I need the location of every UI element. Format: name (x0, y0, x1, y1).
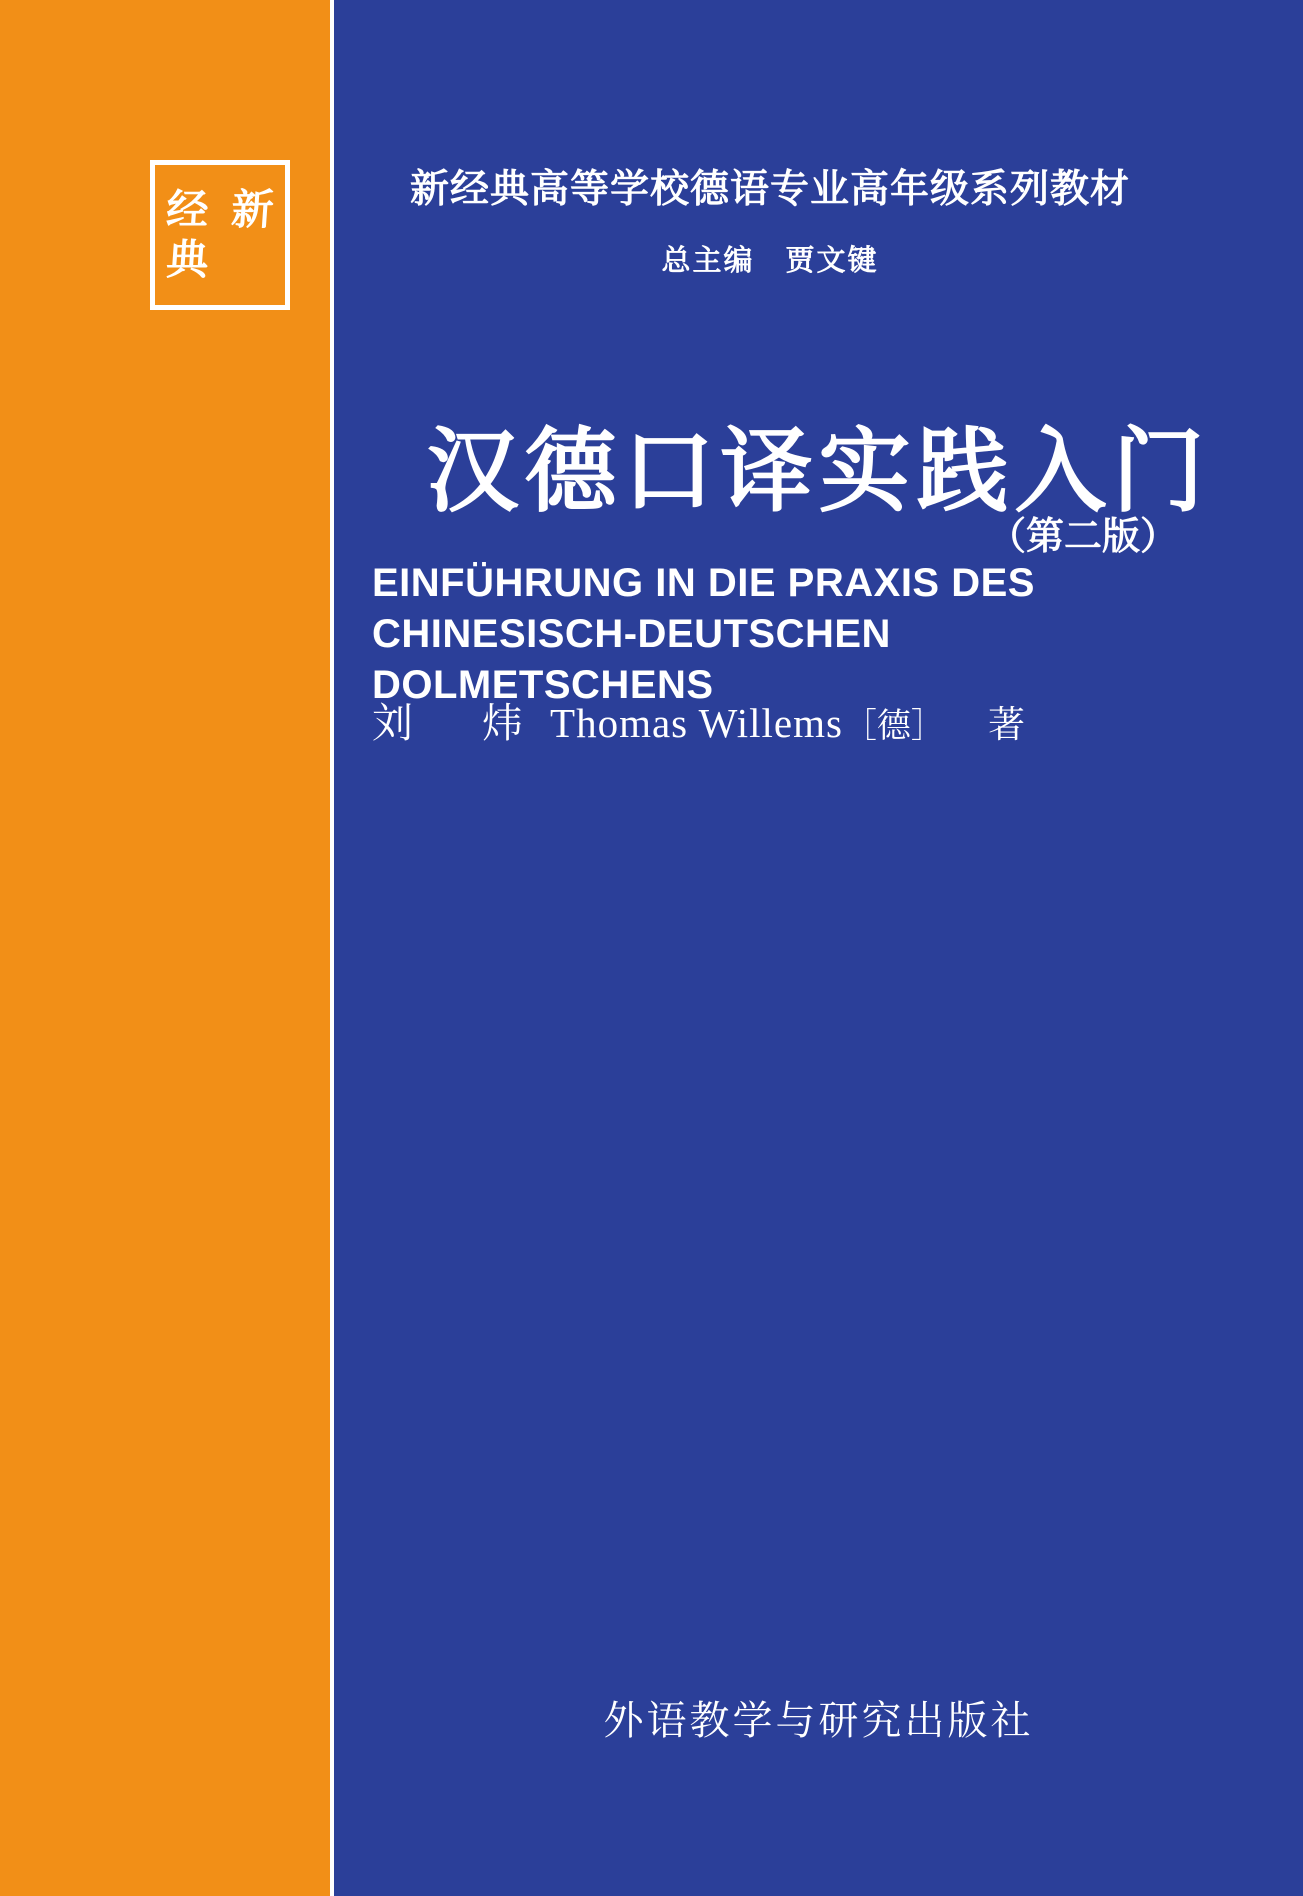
seal-char-1: 经 (164, 185, 211, 234)
author-latin: Thomas Willems (550, 700, 843, 746)
seal-char-4 (218, 235, 286, 285)
edition-label: （第二版） (987, 514, 1178, 558)
author-country-tag: ［德］ (842, 706, 945, 746)
series-title: 新经典高等学校德语专业高年级系列教材 (409, 167, 1130, 212)
german-subtitle (372, 558, 1232, 712)
blue-background (334, 0, 1303, 1896)
german-subtitle-line-2: CHINESISCH-DEUTSCHEN DOLMETSCHENS (372, 612, 891, 708)
author-chinese: 刘 炜 (372, 699, 537, 747)
german-subtitle-line-1: EINFÜHRUNG IN DIE PRAXIS DES (372, 561, 1035, 605)
page-title: 汉德口译实践入门 (426, 418, 1211, 525)
seal-char-2: 新 (229, 185, 276, 234)
publisher-name: 外语教学与研究出版社 (603, 1698, 1034, 1744)
author-line (372, 690, 1025, 749)
author-role: 著 (987, 703, 1025, 746)
seal-char-3: 典 (164, 235, 211, 284)
chief-editor: 总主编 贾文键 (661, 243, 879, 277)
seal-stamp-icon (150, 160, 290, 310)
